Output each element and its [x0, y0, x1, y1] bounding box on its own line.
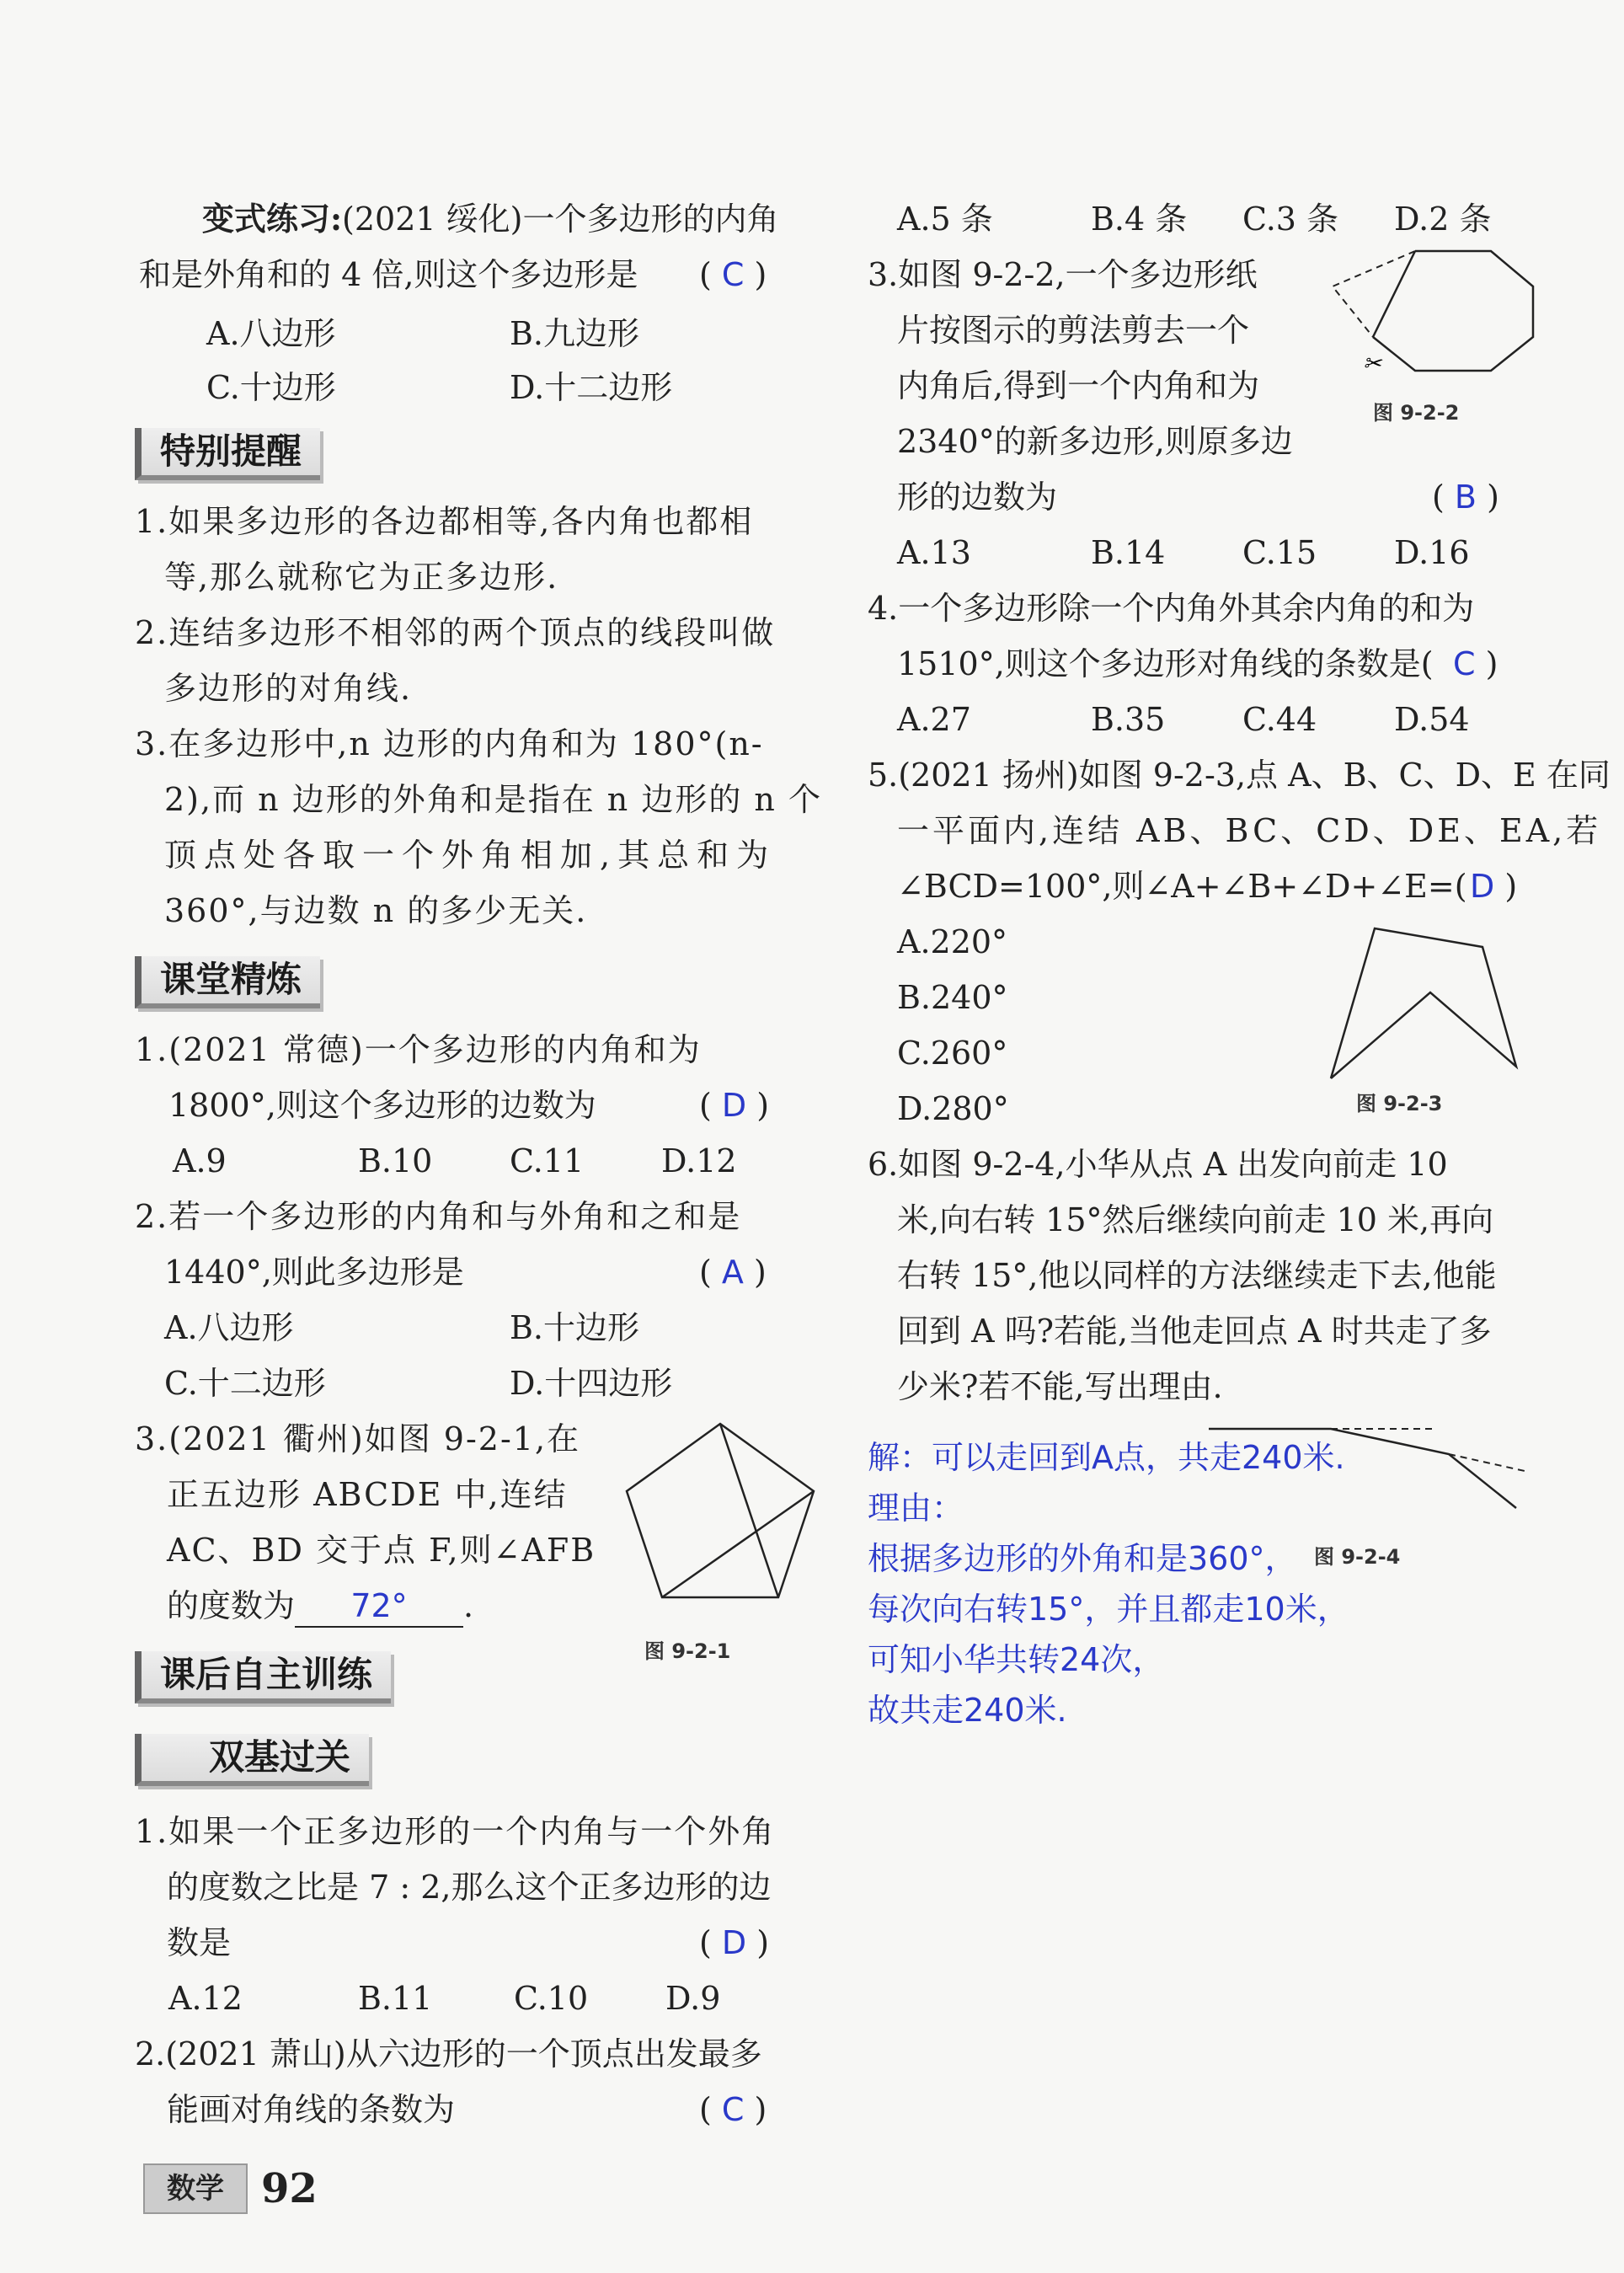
q6-line2: 米,向右转 15°然后继续向前走 10 米,再向 [897, 1201, 1494, 1238]
solution-line: 根据多边形的外角和是360°， [868, 1540, 1297, 1577]
c2-opt: D.十四边形 [510, 1365, 673, 1402]
q5-opt: C.260° [897, 1035, 1008, 1072]
b1-opt: B.11 [358, 1980, 433, 2017]
c3-line3: AC、BD 交于点 F,则∠AFB [167, 1532, 596, 1569]
q5-line2: 一平面内,连结 AB、BC、CD、DE、EA,若 [897, 812, 1602, 849]
tip-banner: 特别提醒 [135, 428, 320, 480]
variant-opt-b: B.九边形 [510, 315, 640, 352]
c2-line1: 2.若一个多边形的内角和与外角和之和是 [135, 1198, 742, 1235]
q3-opt: B.14 [1091, 534, 1166, 571]
shape-abcde [1331, 928, 1516, 1078]
b1-line2: 的度数之比是 7 : 2,那么这个正多边形的边 [167, 1869, 772, 1906]
c2-opt: C.十二边形 [164, 1365, 326, 1402]
q3-line4: 2340°的新多边形,则原多边 [897, 423, 1293, 460]
q3-opt: C.15 [1242, 534, 1317, 571]
solution-line: 可知小华共转24次， [868, 1641, 1165, 1678]
q5-opt: A.220° [897, 923, 1008, 960]
b2-opt: D.2 条 [1394, 201, 1492, 238]
q3-opt: A.13 [897, 534, 971, 571]
c3-line2: 正五边形 ABCDE 中,连结 [167, 1476, 568, 1513]
q5-opt: B.240° [897, 979, 1008, 1016]
solution-line: 故共走240米. [868, 1692, 1067, 1729]
c1-opt: D.12 [661, 1142, 737, 1179]
q5-line1: 5.(2021 扬州)如图 9-2-3,点 A、B、C、D、E 在同 [868, 757, 1611, 794]
q3-line5: 形的边数为 [897, 479, 1058, 516]
c3-answer: 72° [350, 1587, 408, 1624]
q5-line3: ∠BCD=100°,则∠A+∠B+∠D+∠E=( [897, 868, 1467, 905]
c1-opt: B.10 [358, 1142, 433, 1179]
cut-line [1373, 251, 1415, 337]
b2-line2: 能画对角线的条数为 [167, 2091, 456, 2128]
solution-line: 每次向右转15°，并且都走10米， [868, 1591, 1349, 1628]
q6-line5: 少米?若不能,写出理由. [897, 1368, 1223, 1405]
tip-line: 多边形的对角线. [164, 670, 413, 707]
c2-opt: A.八边形 [164, 1309, 294, 1346]
after-banner: 课后自主训练 [135, 1651, 391, 1703]
q4-opt: C.44 [1242, 701, 1317, 738]
q3-line2: 片按图示的剪法剪去一个 [897, 312, 1250, 349]
b1-answer: ( D ) [699, 1924, 770, 1961]
q5-answer: D ) [1470, 868, 1518, 905]
c2-answer: ( A ) [699, 1254, 767, 1291]
q3-opt: D.16 [1394, 534, 1470, 571]
c3-line1: 3.(2021 衢州)如图 9-2-1,在 [135, 1420, 581, 1457]
diagonal-ac [662, 1491, 814, 1597]
diagonal-bd [720, 1424, 778, 1597]
tip-line: 2.连结多边形不相邻的两个顶点的线段叫做 [135, 614, 776, 651]
q4-answer: C ) [1453, 645, 1498, 682]
fig-9-2-2-caption: 图 9-2-2 [1373, 401, 1460, 425]
b1-opt: D.9 [665, 1980, 721, 2017]
cut-corner [1333, 251, 1415, 337]
c1-line1: 1.(2021 常德)一个多边形的内角和为 [135, 1031, 702, 1068]
q3-answer: ( B ) [1432, 479, 1499, 516]
b1-line1: 1.如果一个正多边形的一个内角与一个外角 [135, 1813, 776, 1850]
q6-line4: 回到 A 吗?若能,当他走回点 A 时共走了多 [897, 1313, 1492, 1350]
octagon-figure [1331, 244, 1541, 388]
octagon-shape [1373, 251, 1533, 371]
q6-line1: 6.如图 9-2-4,小华从点 A 出发向前走 10 [868, 1146, 1448, 1183]
shape-9-2-3-figure [1306, 918, 1533, 1087]
class-banner: 课堂精炼 [135, 956, 320, 1008]
variant-line2: 和是外角和的 4 倍,则这个多边形是 [139, 256, 638, 293]
solution-line: 理由： [868, 1489, 964, 1527]
q3-line3: 内角后,得到一个内角和为 [897, 367, 1260, 404]
variant-answer: ( C ) [699, 256, 767, 293]
q4-opt: A.27 [897, 701, 971, 738]
c1-answer: ( D ) [699, 1087, 770, 1124]
b1-line3: 数是 [167, 1924, 232, 1961]
c1-line2: 1800°,则这个多边形的边数为 [168, 1087, 596, 1124]
pentagon-figure [615, 1407, 834, 1618]
q4-opt: D.54 [1394, 701, 1470, 738]
variant-opt-a: A.八边形 [206, 315, 336, 352]
fig-9-2-1-caption: 图 9-2-1 [644, 1639, 731, 1663]
b2-opt: A.5 条 [897, 201, 993, 238]
b2-opt: C.3 条 [1242, 201, 1339, 238]
subject-tag: 数学 [143, 2163, 248, 2214]
q6-line3: 右转 15°,他以同样的方法继续走下去,他能 [897, 1257, 1497, 1294]
basic-banner: 双基过关 [135, 1734, 369, 1786]
q4-line1: 4.一个多边形除一个内角外其余内角的和为 [868, 590, 1475, 627]
b2-answer: ( C ) [699, 2091, 767, 2128]
tip-line: 2),而 n 边形的外角和是指在 n 边形的 n 个 [164, 781, 822, 818]
q4-line2: 1510°,则这个多边形对角线的条数是( [897, 645, 1434, 682]
fig-9-2-4-caption: 图 9-2-4 [1314, 1545, 1401, 1569]
tip-line: 3.在多边形中,n 边形的内角和为 180°(n- [135, 725, 764, 762]
b2-opt: B.4 条 [1091, 201, 1188, 238]
tip-line: 360°,与边数 n 的多少无关. [164, 892, 588, 929]
q3-line1: 3.如图 9-2-2,一个多边形纸 [868, 256, 1258, 293]
page-number: 92 [261, 2165, 318, 2212]
b1-opt: A.12 [168, 1980, 243, 2017]
variant-line1: 变式练习:(2021 绥化)一个多边形的内角 [202, 200, 779, 238]
scissors-icon: ✂ [1363, 351, 1381, 377]
q4-opt: B.35 [1091, 701, 1166, 738]
c3-line4: 的度数为 72° . [167, 1586, 473, 1628]
q5-opt: D.280° [897, 1090, 1009, 1127]
c1-opt: C.11 [510, 1142, 585, 1179]
solution-line: 解：可以走回到A点，共走240米. [868, 1439, 1345, 1476]
tip-line: 等,那么就称它为正多边形. [164, 559, 559, 596]
variant-label: 变式练习: [202, 200, 343, 238]
variant-opt-c: C.十边形 [206, 369, 336, 406]
c1-opt: A.9 [173, 1142, 227, 1179]
fig-9-2-3-caption: 图 9-2-3 [1356, 1092, 1443, 1115]
c2-line2: 1440°,则此多边形是 [164, 1254, 464, 1291]
c2-opt: B.十边形 [510, 1309, 640, 1346]
tip-line: 顶点处各取一个外角相加,其总和为 [164, 837, 777, 874]
b1-opt: C.10 [514, 1980, 589, 2017]
b2-line1: 2.(2021 萧山)从六边形的一个顶点出发最多 [135, 2035, 762, 2072]
tip-line: 1.如果多边形的各边都相等,各内角也都相 [135, 503, 754, 540]
variant-opt-d: D.十二边形 [510, 369, 673, 406]
